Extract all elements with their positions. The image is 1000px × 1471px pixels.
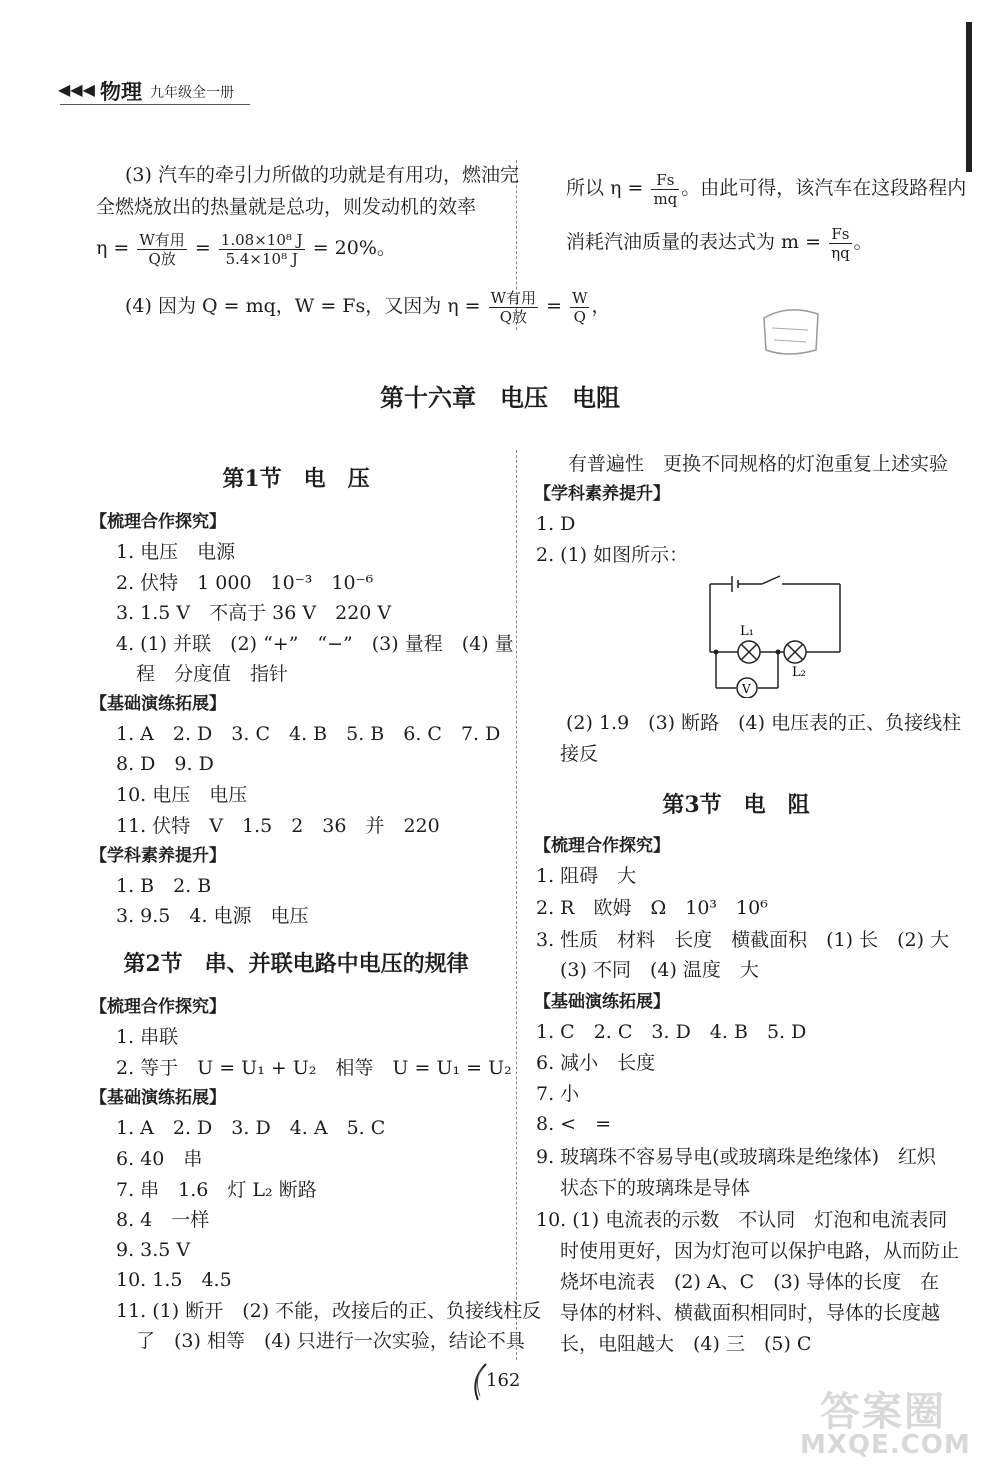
page-number: 162 <box>486 1370 521 1391</box>
lamp-l1-label: L₁ <box>740 624 754 639</box>
r-literacy-1: 1. D <box>536 513 576 535</box>
s3-practice-2: 6. 减小 长度 <box>536 1052 656 1074</box>
efficiency-formula: η = $\frac{\text{W有用}}{\text{Q放}}$ = $\frac{\text{1.08×10⁸ J}}{\text{5.4×10⁸ J}}$ = 20%。 <box>96 230 396 268</box>
p3-line2: 全燃烧放出的热量就是总功，则发动机的效率 <box>96 196 477 218</box>
s2-practice-7b: 了 (3) 相等 (4) 只进行一次实验，结论不具 <box>136 1330 525 1352</box>
chapter-title: 第十六章 电压 电阻 <box>380 383 620 412</box>
s3-practice-1: 1. C 2. C 3. D 4. B 5. D <box>536 1021 807 1043</box>
s2-practice-5: 9. 3.5 V <box>116 1239 191 1261</box>
watermark-url: MXQE.COM <box>800 1430 971 1460</box>
section3-heading-practice: 【基础演练拓展】 <box>534 992 670 1012</box>
section3-heading-review: 【梳理合作探究】 <box>534 836 670 856</box>
s3-practice-6e: 长，电阻越大 (4) 三 (5) C <box>560 1333 812 1355</box>
s3-answer-1: 1. 阻碍 大 <box>536 865 637 887</box>
r-continued-line: 有普遍性 更换不同规格的灯泡重复上述实验 <box>568 453 949 475</box>
lamp-l2-label: L₂ <box>792 665 806 680</box>
s2-practice-3: 7. 串 1.6 灯 L₂ 断路 <box>116 1179 317 1201</box>
s1-literacy-1: 1. B 2. B <box>116 875 212 897</box>
section2-heading-practice: 【基础演练拓展】 <box>90 1088 226 1108</box>
s3-practice-6a: 10. (1) 电流表的示数 不认同 灯泡和电流表同 <box>536 1209 948 1231</box>
s3-answer-3a: 3. 性质 材料 长度 横截面积 (1) 长 (2) 大 <box>536 929 950 951</box>
s2-practice-4: 8. 4 一样 <box>116 1209 210 1231</box>
s3-practice-4: 8. < = <box>536 1113 612 1135</box>
right-heading-literacy: 【学科素养提升】 <box>534 484 670 504</box>
section1-heading-practice: 【基础演练拓展】 <box>90 694 226 714</box>
header-subject: 物理 <box>100 79 142 104</box>
s2-practice-2: 6. 40 串 <box>116 1148 203 1170</box>
header-arrows-icon: ◀◀◀ <box>58 80 95 99</box>
r-literacy-2-cont-b: 接反 <box>560 743 599 765</box>
section2-title: 第2节 串、并联电路中电压的规律 <box>123 951 469 977</box>
s1-answer-1: 1. 电压 电源 <box>116 541 236 563</box>
section1-title: 第1节 电 压 <box>222 466 370 492</box>
p4-formula: (4) 因为 Q = mq，W = Fs，又因为 η = $\frac{\text{W有用}}{\text{Q放}}$ = $\frac{W}{Q}$ ， <box>125 288 611 326</box>
conclusion-line1: 所以 η = $\frac{Fs}{mq}$ 。由此可得，该汽车在这段路程内 <box>566 170 967 208</box>
s1-answer-2: 2. 伏特 1 000 10⁻³ 10⁻⁶ <box>116 572 374 594</box>
section1-heading-review: 【梳理合作探究】 <box>90 512 226 532</box>
watermark-logo: 答案圈 <box>820 1389 946 1435</box>
s1-practice-2: 8. D 9. D <box>116 753 214 775</box>
circuit-diagram <box>700 570 850 698</box>
r-literacy-2: 2. (1) 如图所示： <box>536 544 689 566</box>
header-rule <box>60 104 250 105</box>
s2-answer-1: 1. 串联 <box>116 1026 179 1048</box>
s1-practice-1: 1. A 2. D 3. C 4. B 5. B 6. C 7. D <box>116 723 501 745</box>
s3-practice-5b: 状态下的玻璃珠是导体 <box>560 1177 751 1199</box>
s3-practice-3: 7. 小 <box>536 1083 580 1105</box>
column-divider-bottom <box>516 450 517 1360</box>
s1-answer-4b: 程 分度值 指针 <box>136 663 289 685</box>
s3-practice-6c: 烧坏电流表 (2) A、C (3) 导体的长度 在 <box>560 1271 940 1293</box>
s1-practice-3: 10. 电压 电压 <box>116 784 248 806</box>
s2-practice-1: 1. A 2. D 3. D 4. A 5. C <box>116 1117 386 1139</box>
s2-answer-2: 2. 等于 U = U₁ + U₂ 相等 U = U₁ = U₂ <box>116 1057 512 1079</box>
s2-practice-7a: 11. (1) 断开 (2) 不能，改接后的正、负接线柱反 <box>116 1300 542 1322</box>
stamp-mark-icon <box>758 300 824 360</box>
s1-answer-4a: 4. (1) 并联 (2) “+” “−” (3) 量程 (4) 量 <box>116 633 514 655</box>
voltmeter-label: V <box>742 682 751 696</box>
s3-practice-6b: 时使用更好，因为灯泡可以保护电路，从而防止 <box>560 1240 960 1262</box>
section3-title: 第3节 电 阻 <box>662 792 810 818</box>
s3-answer-2: 2. R 欧姆 Ω 10³ 10⁶ <box>536 897 768 919</box>
section1-heading-literacy: 【学科素养提升】 <box>90 846 226 866</box>
s1-practice-4: 11. 伏特 V 1.5 2 36 并 220 <box>116 815 440 837</box>
s3-practice-5a: 9. 玻璃珠不容易导电(或玻璃珠是绝缘体) 红炽 <box>536 1146 936 1168</box>
s2-practice-6: 10. 1.5 4.5 <box>116 1269 232 1291</box>
section2-heading-review: 【梳理合作探究】 <box>90 997 226 1017</box>
conclusion-line2: 消耗汽油质量的表达式为 m = $\frac{Fs}{\eta q}$ 。 <box>566 224 873 262</box>
s3-answer-3b: (3) 不同 (4) 温度 大 <box>560 959 759 981</box>
header-grade: 九年级全一册 <box>150 85 234 101</box>
scan-edge-bar <box>966 22 972 172</box>
p3-line1: (3) 汽车的牵引力所做的功就是有用功，燃油完 <box>125 164 519 186</box>
s1-answer-3: 3. 1.5 V 不高于 36 V 220 V <box>116 602 392 624</box>
r-literacy-2-cont-a: (2) 1.9 (3) 断路 (4) 电压表的正、负接线柱 <box>566 712 962 734</box>
s3-practice-6d: 导体的材料、横截面积相同时，导体的长度越 <box>560 1302 941 1324</box>
s1-literacy-2: 3. 9.5 4. 电源 电压 <box>116 905 309 927</box>
